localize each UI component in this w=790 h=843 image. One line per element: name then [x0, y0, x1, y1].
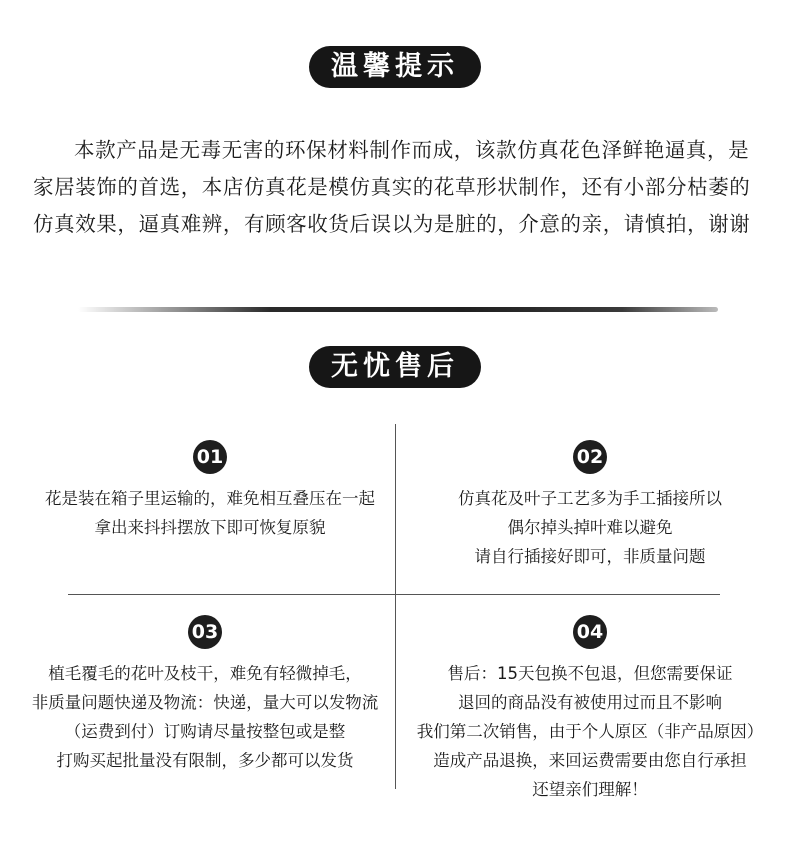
grid-horizontal-divider [68, 594, 720, 595]
after-sales-item-4 [405, 615, 775, 804]
item-text-line: 花是装在箱子里运输的，难免相互叠压在一起 [45, 489, 375, 508]
after-sales-item-3 [30, 615, 380, 775]
item-text-line: 请自行插接好即可，非质量问题 [474, 547, 706, 566]
item-text-line: （运费到付）订购请尽量按整包或是整 [64, 722, 346, 741]
item-text-line: 非质量问题快递及物流：快递，量大可以发物流 [31, 693, 379, 712]
notice-title: 温馨提示 [309, 46, 481, 88]
item-number-badge: 04 [573, 615, 607, 649]
item-number-badge: 03 [188, 615, 222, 649]
item-text-line: 拿出来抖抖摆放下即可恢复原貌 [94, 518, 326, 537]
item-text-line: 售后：15天包换不包退，但您需要保证 [447, 664, 733, 683]
item-number-badge: 02 [573, 440, 607, 474]
item-text-line: 仿真花及叶子工艺多为手工插接所以 [458, 489, 722, 508]
after-sales-item-1 [40, 440, 380, 542]
item-text-line: 偶尔掉头掉叶难以避免 [507, 518, 673, 537]
item-text-line: 我们第二次销售，由于个人原区（非产品原因） [416, 722, 764, 741]
item-text-line: 造成产品退换，来回运费需要由您自行承担 [433, 751, 747, 770]
section-divider [78, 307, 718, 312]
item-text-line: 还望亲们理解！ [532, 780, 648, 799]
item-text-line: 植毛覆毛的花叶及枝干，难免有轻微掉毛， [48, 664, 362, 683]
item-number-badge: 01 [193, 440, 227, 474]
notice-text: 本款产品是无毒无害的环保材料制作而成，该款仿真花色泽鲜艳逼真，是家居装饰的首选，本店仿真花是模仿真实的花草形状制作，还有小部分枯萎的仿真效果，逼真难辨，有顾客收货后误以为是脏的，介意的亲，请慎拍，谢谢 [33, 138, 751, 236]
after-sales-title: 无忧售后 [309, 346, 481, 388]
item-text-line: 退回的商品没有被使用过而且不影响 [458, 693, 722, 712]
grid-vertical-divider [395, 424, 396, 789]
after-sales-item-2 [410, 440, 770, 571]
item-text-line: 打购买起批量没有限制，多少都可以发货 [56, 751, 354, 770]
